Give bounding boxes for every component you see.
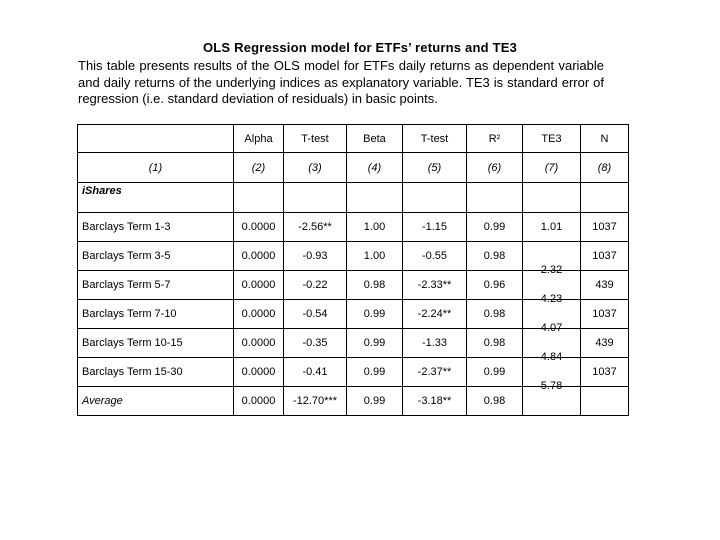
table-row <box>78 358 629 387</box>
column-number: (2) <box>234 153 284 183</box>
t1-cell: -12.70*** <box>284 387 347 416</box>
beta-cell: 0.99 <box>347 387 403 416</box>
te3-value: 2.32 <box>540 264 563 276</box>
table-row <box>78 213 629 242</box>
row-label: Barclays Term 15-30 <box>78 358 234 387</box>
row-label: Barclays Term 7-10 <box>78 300 234 329</box>
table-row <box>78 300 629 329</box>
header-cell: T-test <box>403 125 467 153</box>
alpha-cell: 0.0000 <box>234 300 284 329</box>
n-cell: 439 <box>581 271 629 300</box>
te3-cell <box>523 387 581 416</box>
table-row <box>78 271 629 300</box>
t1-cell: -0.93 <box>284 242 347 271</box>
n-cell: 1037 <box>581 358 629 387</box>
beta-cell: 0.99 <box>347 358 403 387</box>
beta-cell: 1.00 <box>347 213 403 242</box>
column-number: (4) <box>347 153 403 183</box>
n-cell <box>581 387 629 416</box>
t1-cell: -0.41 <box>284 358 347 387</box>
row-label: Barclays Term 5-7 <box>78 271 234 300</box>
table-row <box>78 387 629 416</box>
table-title: OLS Regression model for ETFs’ returns and TE3 <box>202 40 518 55</box>
column-number-row <box>78 153 629 183</box>
column-number: (5) <box>403 153 467 183</box>
column-number: (6) <box>467 153 523 183</box>
te3-cell <box>523 242 581 276</box>
row-label: Barclays Term 10-15 <box>78 329 234 358</box>
alpha-cell: 0.0000 <box>234 387 284 416</box>
beta-cell: 0.98 <box>347 271 403 300</box>
n-cell: 1037 <box>581 300 629 329</box>
beta-cell: 1.00 <box>347 242 403 271</box>
header-cell: R² <box>467 125 523 153</box>
t1-cell: -0.35 <box>284 329 347 358</box>
section-label: iShares <box>78 183 234 213</box>
te3-cell <box>523 271 581 305</box>
t2-cell: -1.33 <box>403 329 467 358</box>
alpha-cell: 0.0000 <box>234 213 284 242</box>
te3-value: 4.07 <box>540 322 563 334</box>
n-cell: 1037 <box>581 242 629 271</box>
te3-cell: 1.01 <box>523 213 581 242</box>
row-label: Barclays Term 1-3 <box>78 213 234 242</box>
table-row <box>78 329 629 358</box>
table-description: This table presents results of the OLS model for ETFs daily returns as dependent variable and daily returns of the underlying indices as explanatory variable. TE3 is standard error of regression (i.e. standard deviation of residuals) in basic points. <box>78 58 604 106</box>
column-number: (8) <box>581 153 629 183</box>
te3-value: 4.23 <box>540 293 563 305</box>
section-row <box>78 183 629 213</box>
t2-cell: -0.55 <box>403 242 467 271</box>
alpha-cell: 0.0000 <box>234 358 284 387</box>
r2-cell: 0.98 <box>467 300 523 329</box>
r2-cell: 0.98 <box>467 242 523 271</box>
te3-value: 4.84 <box>540 351 563 363</box>
r2-cell: 0.99 <box>467 358 523 387</box>
header-row <box>78 125 629 153</box>
r2-cell: 0.99 <box>467 213 523 242</box>
header-cell: TE3 <box>523 125 581 153</box>
r2-cell: 0.96 <box>467 271 523 300</box>
header-cell: T-test <box>284 125 347 153</box>
te3-value: 5.78 <box>540 380 563 392</box>
alpha-cell: 0.0000 <box>234 242 284 271</box>
t2-cell: -2.37** <box>403 358 467 387</box>
r2-cell: 0.98 <box>467 387 523 416</box>
beta-cell: 0.99 <box>347 329 403 358</box>
n-cell: 1037 <box>581 213 629 242</box>
header-cell <box>78 125 234 153</box>
header-cell: Beta <box>347 125 403 153</box>
row-label: Barclays Term 3-5 <box>78 242 234 271</box>
alpha-cell: 0.0000 <box>234 329 284 358</box>
table-row <box>78 242 629 271</box>
r2-cell: 0.98 <box>467 329 523 358</box>
n-cell: 439 <box>581 329 629 358</box>
header-cell: N <box>581 125 629 153</box>
te3-cell <box>523 300 581 334</box>
t2-cell: -2.24** <box>403 300 467 329</box>
te3-cell <box>523 358 581 392</box>
t1-cell: -0.22 <box>284 271 347 300</box>
column-number: (3) <box>284 153 347 183</box>
column-number: (1) <box>78 153 234 183</box>
t2-cell: -3.18** <box>403 387 467 416</box>
alpha-cell: 0.0000 <box>234 271 284 300</box>
column-number: (7) <box>523 153 581 183</box>
t2-cell: -2.33** <box>403 271 467 300</box>
te3-cell <box>523 329 581 363</box>
beta-cell: 0.99 <box>347 300 403 329</box>
t2-cell: -1.15 <box>403 213 467 242</box>
header-cell: Alpha <box>234 125 284 153</box>
row-label: Average <box>78 387 234 416</box>
t1-cell: -0.54 <box>284 300 347 329</box>
regression-table <box>77 124 629 416</box>
t1-cell: -2.56** <box>284 213 347 242</box>
